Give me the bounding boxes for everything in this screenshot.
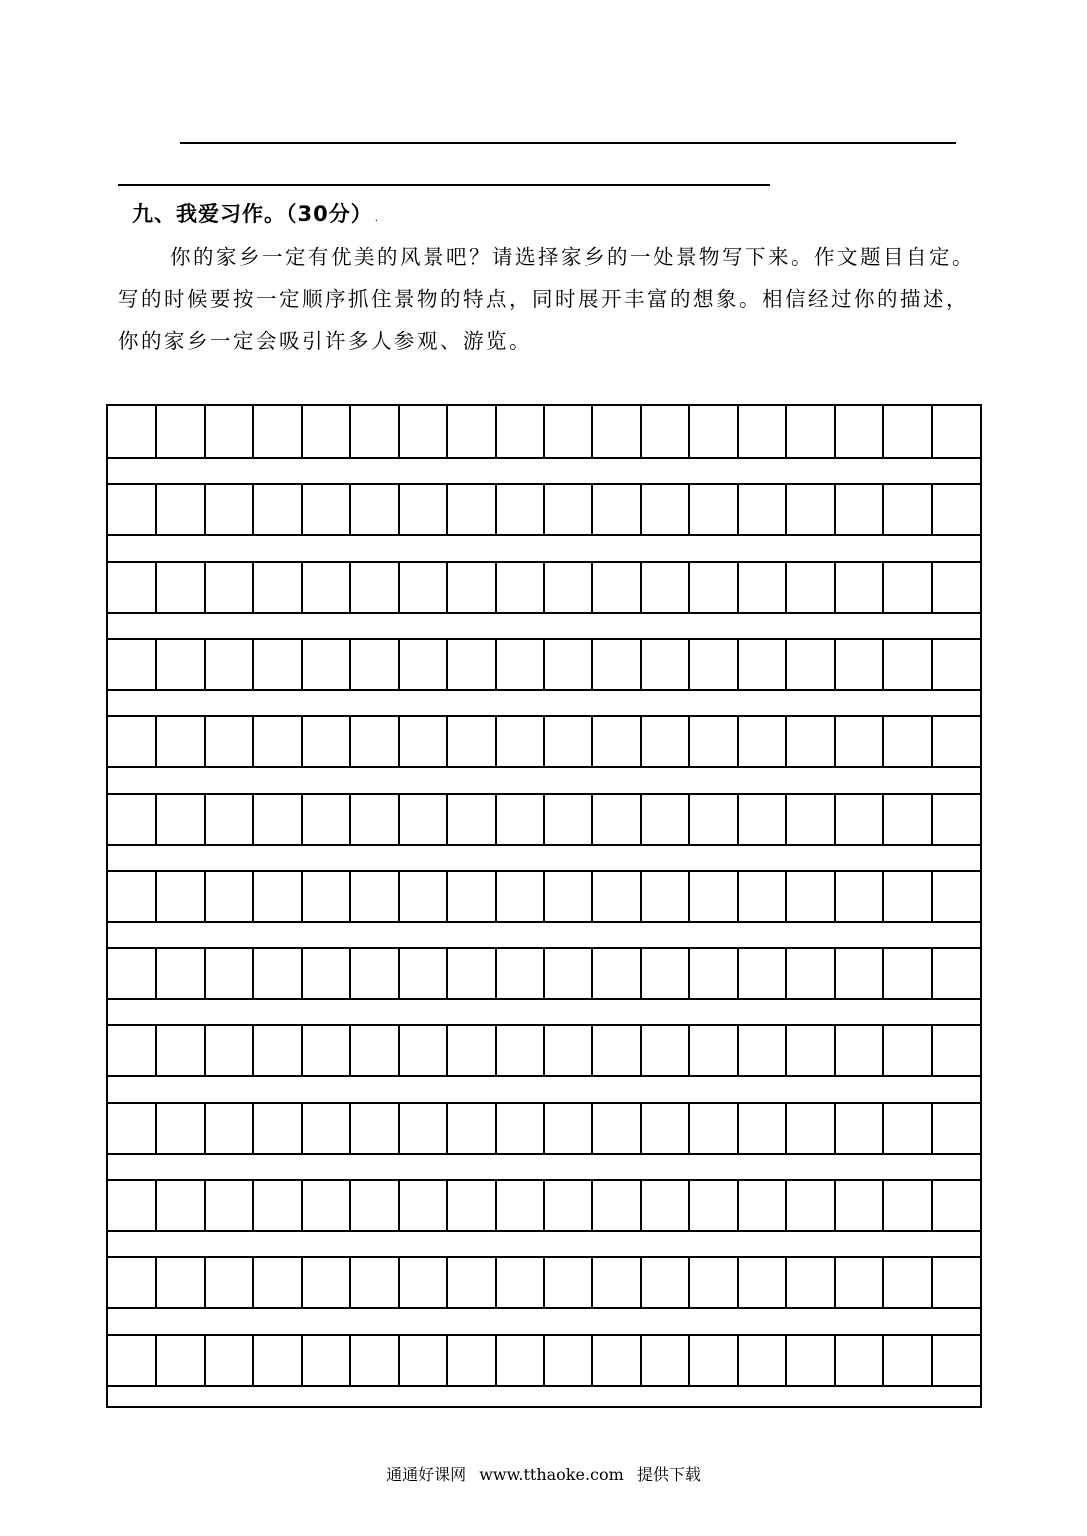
grid-cell-divider — [834, 1181, 836, 1230]
grid-cell-divider — [349, 563, 351, 612]
grid-cell-divider — [640, 485, 642, 534]
grid-cell-divider — [785, 795, 787, 844]
heading-dot: . — [374, 213, 379, 224]
grid-cell-divider — [882, 717, 884, 766]
grid-cell-divider — [155, 1258, 157, 1307]
grid-cell-divider — [495, 1181, 497, 1230]
grid-cell-divider — [543, 1336, 545, 1385]
grid-cell-divider — [349, 1258, 351, 1307]
grid-cell-divider — [640, 1336, 642, 1385]
grid-cell-divider — [737, 1258, 739, 1307]
grid-row — [108, 638, 980, 691]
grid-cell-divider — [785, 1181, 787, 1230]
grid-cell-divider — [301, 1336, 303, 1385]
footer-url: www.tthaoke.com — [479, 1465, 624, 1484]
grid-cell-divider — [495, 1026, 497, 1075]
grid-cell-divider — [737, 406, 739, 457]
grid-cell-divider — [495, 949, 497, 998]
grid-cell-divider — [591, 485, 593, 534]
grid-cell-divider — [785, 485, 787, 534]
grid-cell-divider — [204, 949, 206, 998]
grid-cell-divider — [688, 1258, 690, 1307]
grid-cell-divider — [543, 485, 545, 534]
grid-cell-divider — [882, 1181, 884, 1230]
grid-cell-divider — [446, 872, 448, 921]
grid-cell-divider — [834, 1026, 836, 1075]
grid-cell-divider — [204, 1181, 206, 1230]
grid-cell-divider — [931, 406, 933, 457]
grid-cell-divider — [155, 563, 157, 612]
grid-cell-divider — [931, 1104, 933, 1153]
grid-cell-divider — [737, 1336, 739, 1385]
grid-cell-divider — [446, 485, 448, 534]
grid-cell-divider — [931, 1258, 933, 1307]
grid-cell-divider — [446, 406, 448, 457]
grid-cell-divider — [591, 795, 593, 844]
grid-cell-divider — [931, 795, 933, 844]
grid-cell-divider — [204, 563, 206, 612]
grid-cell-divider — [204, 795, 206, 844]
grid-cell-divider — [252, 485, 254, 534]
grid-cell-divider — [398, 1258, 400, 1307]
grid-cell-divider — [495, 1104, 497, 1153]
grid-row — [108, 406, 980, 459]
grid-cell-divider — [640, 795, 642, 844]
footer-suffix: 提供下载 — [636, 1465, 701, 1484]
grid-cell-divider — [688, 485, 690, 534]
grid-cell-divider — [301, 872, 303, 921]
grid-cell-divider — [591, 872, 593, 921]
grid-cell-divider — [737, 872, 739, 921]
grid-cell-divider — [155, 872, 157, 921]
grid-cell-divider — [252, 717, 254, 766]
grid-cell-divider — [882, 563, 884, 612]
grid-cell-divider — [204, 1336, 206, 1385]
grid-cell-divider — [252, 406, 254, 457]
grid-cell-divider — [301, 795, 303, 844]
grid-cell-divider — [785, 872, 787, 921]
grid-cell-divider — [204, 485, 206, 534]
grid-cell-divider — [446, 1258, 448, 1307]
grid-cell-divider — [688, 640, 690, 689]
grid-cell-divider — [349, 640, 351, 689]
grid-cell-divider — [688, 717, 690, 766]
grid-cell-divider — [398, 795, 400, 844]
grid-cell-divider — [591, 640, 593, 689]
grid-cell-divider — [543, 1181, 545, 1230]
grid-cell-divider — [446, 717, 448, 766]
grid-cell-divider — [688, 1026, 690, 1075]
grid-row — [108, 1256, 980, 1309]
grid-cell-divider — [252, 1258, 254, 1307]
grid-cell-divider — [931, 563, 933, 612]
grid-cell-divider — [591, 1104, 593, 1153]
grid-cell-divider — [446, 1336, 448, 1385]
grid-cell-divider — [688, 1104, 690, 1153]
grid-cell-divider — [737, 795, 739, 844]
grid-cell-divider — [834, 795, 836, 844]
grid-cell-divider — [591, 949, 593, 998]
grid-cell-divider — [931, 1336, 933, 1385]
grid-cell-divider — [398, 1104, 400, 1153]
grid-cell-divider — [785, 1336, 787, 1385]
grid-cell-divider — [640, 1258, 642, 1307]
grid-cell-divider — [737, 1026, 739, 1075]
grid-cell-divider — [543, 717, 545, 766]
grid-cell-divider — [301, 563, 303, 612]
grid-cell-divider — [931, 1026, 933, 1075]
grid-cell-divider — [252, 1336, 254, 1385]
grid-cell-divider — [252, 1181, 254, 1230]
grid-row — [108, 1102, 980, 1155]
grid-cell-divider — [349, 406, 351, 457]
grid-cell-divider — [785, 406, 787, 457]
grid-cell-divider — [252, 1026, 254, 1075]
grid-cell-divider — [301, 1181, 303, 1230]
grid-cell-divider — [398, 949, 400, 998]
grid-cell-divider — [543, 406, 545, 457]
grid-cell-divider — [640, 640, 642, 689]
grid-cell-divider — [398, 1336, 400, 1385]
grid-row — [108, 483, 980, 536]
footer-site-name: 通通好课网 — [386, 1465, 467, 1484]
grid-cell-divider — [204, 1026, 206, 1075]
grid-cell-divider — [252, 949, 254, 998]
writing-prompt: 你的家乡一定有优美的风景吧？请选择家乡的一处景物写下来。作文题目自定。写的时候要按一定顺序抓住景物的特点，同时展开丰富的想象。相信经过你的描述，你的家乡一定会吸引许多人参观、游览。 — [118, 245, 975, 353]
grid-cell-divider — [591, 1258, 593, 1307]
grid-cell-divider — [349, 949, 351, 998]
grid-cell-divider — [446, 563, 448, 612]
grid-cell-divider — [495, 485, 497, 534]
grid-cell-divider — [543, 1026, 545, 1075]
grid-cell-divider — [785, 1104, 787, 1153]
grid-cell-divider — [301, 640, 303, 689]
grid-cell-divider — [495, 717, 497, 766]
grid-cell-divider — [543, 640, 545, 689]
grid-cell-divider — [349, 1104, 351, 1153]
grid-cell-divider — [301, 949, 303, 998]
grid-cell-divider — [446, 949, 448, 998]
grid-cell-divider — [349, 717, 351, 766]
grid-cell-divider — [688, 872, 690, 921]
grid-row — [108, 870, 980, 923]
grid-cell-divider — [446, 1104, 448, 1153]
grid-cell-divider — [737, 1104, 739, 1153]
grid-cell-divider — [155, 1336, 157, 1385]
grid-cell-divider — [640, 563, 642, 612]
grid-cell-divider — [591, 563, 593, 612]
grid-cell-divider — [495, 406, 497, 457]
grid-cell-divider — [155, 1026, 157, 1075]
grid-row — [108, 715, 980, 768]
section-heading — [132, 198, 379, 228]
grid-cell-divider — [640, 872, 642, 921]
grid-cell-divider — [155, 1104, 157, 1153]
grid-cell-divider — [882, 485, 884, 534]
grid-cell-divider — [882, 1026, 884, 1075]
grid-row — [108, 1024, 980, 1077]
grid-cell-divider — [252, 872, 254, 921]
grid-cell-divider — [349, 795, 351, 844]
grid-row — [108, 561, 980, 614]
grid-cell-divider — [543, 795, 545, 844]
grid-cell-divider — [252, 563, 254, 612]
grid-cell-divider — [155, 640, 157, 689]
grid-cell-divider — [543, 1258, 545, 1307]
grid-cell-divider — [834, 1104, 836, 1153]
grid-cell-divider — [640, 949, 642, 998]
grid-cell-divider — [301, 485, 303, 534]
grid-cell-divider — [398, 1181, 400, 1230]
grid-cell-divider — [398, 872, 400, 921]
grid-cell-divider — [495, 640, 497, 689]
grid-cell-divider — [688, 1181, 690, 1230]
grid-cell-divider — [204, 717, 206, 766]
answer-line-1[interactable] — [180, 142, 956, 144]
grid-cell-divider — [834, 1258, 836, 1307]
grid-cell-divider — [543, 949, 545, 998]
grid-cell-divider — [398, 485, 400, 534]
grid-cell-divider — [882, 1104, 884, 1153]
grid-cell-divider — [640, 1104, 642, 1153]
section-heading-text: 九、我爱习作。（30分） — [132, 202, 373, 226]
grid-cell-divider — [543, 1104, 545, 1153]
grid-cell-divider — [882, 1336, 884, 1385]
grid-cell-divider — [543, 563, 545, 612]
grid-cell-divider — [688, 795, 690, 844]
grid-cell-divider — [252, 795, 254, 844]
grid-cell-divider — [155, 406, 157, 457]
grid-cell-divider — [785, 949, 787, 998]
grid-cell-divider — [737, 640, 739, 689]
grid-cell-divider — [301, 406, 303, 457]
grid-cell-divider — [349, 1181, 351, 1230]
grid-cell-divider — [204, 1258, 206, 1307]
grid-cell-divider — [155, 949, 157, 998]
grid-cell-divider — [495, 1336, 497, 1385]
grid-row — [108, 947, 980, 1000]
grid-cell-divider — [495, 1258, 497, 1307]
grid-cell-divider — [834, 949, 836, 998]
grid-cell-divider — [834, 406, 836, 457]
grid-cell-divider — [785, 1258, 787, 1307]
grid-cell-divider — [785, 640, 787, 689]
grid-cell-divider — [640, 1026, 642, 1075]
grid-cell-divider — [446, 1026, 448, 1075]
grid-row — [108, 793, 980, 846]
grid-cell-divider — [931, 872, 933, 921]
grid-cell-divider — [446, 1181, 448, 1230]
grid-cell-divider — [495, 563, 497, 612]
grid-cell-divider — [204, 406, 206, 457]
grid-cell-divider — [640, 406, 642, 457]
grid-cell-divider — [398, 717, 400, 766]
grid-cell-divider — [785, 563, 787, 612]
grid-cell-divider — [591, 1336, 593, 1385]
grid-cell-divider — [252, 640, 254, 689]
grid-row — [108, 1179, 980, 1232]
grid-cell-divider — [398, 640, 400, 689]
grid-cell-divider — [591, 1026, 593, 1075]
grid-cell-divider — [688, 1336, 690, 1385]
grid-cell-divider — [931, 640, 933, 689]
grid-cell-divider — [591, 717, 593, 766]
grid-cell-divider — [834, 872, 836, 921]
grid-cell-divider — [931, 1181, 933, 1230]
grid-cell-divider — [640, 717, 642, 766]
grid-cell-divider — [931, 949, 933, 998]
grid-cell-divider — [398, 406, 400, 457]
grid-cell-divider — [931, 717, 933, 766]
grid-cell-divider — [204, 872, 206, 921]
grid-cell-divider — [155, 1181, 157, 1230]
grid-cell-divider — [882, 1258, 884, 1307]
grid-cell-divider — [155, 717, 157, 766]
writing-grid[interactable] — [106, 404, 982, 1408]
grid-cell-divider — [204, 640, 206, 689]
grid-cell-divider — [398, 1026, 400, 1075]
grid-cell-divider — [301, 1104, 303, 1153]
grid-cell-divider — [834, 1336, 836, 1385]
grid-cell-divider — [834, 563, 836, 612]
grid-cell-divider — [688, 949, 690, 998]
grid-cell-divider — [155, 795, 157, 844]
grid-cell-divider — [495, 872, 497, 921]
grid-cell-divider — [882, 872, 884, 921]
grid-cell-divider — [349, 872, 351, 921]
grid-cell-divider — [737, 717, 739, 766]
grid-cell-divider — [301, 1258, 303, 1307]
grid-cell-divider — [785, 717, 787, 766]
grid-cell-divider — [301, 717, 303, 766]
grid-cell-divider — [737, 1181, 739, 1230]
grid-cell-divider — [155, 485, 157, 534]
grid-cell-divider — [785, 1026, 787, 1075]
grid-cell-divider — [882, 795, 884, 844]
answer-line-2[interactable] — [118, 184, 770, 186]
grid-cell-divider — [349, 485, 351, 534]
grid-cell-divider — [495, 795, 497, 844]
grid-cell-divider — [591, 1181, 593, 1230]
grid-cell-divider — [446, 795, 448, 844]
grid-cell-divider — [543, 872, 545, 921]
grid-cell-divider — [398, 563, 400, 612]
grid-cell-divider — [737, 949, 739, 998]
grid-cell-divider — [349, 1026, 351, 1075]
grid-cell-divider — [446, 640, 448, 689]
grid-cell-divider — [834, 485, 836, 534]
grid-cell-divider — [688, 563, 690, 612]
grid-cell-divider — [882, 949, 884, 998]
grid-cell-divider — [252, 1104, 254, 1153]
grid-cell-divider — [834, 717, 836, 766]
grid-cell-divider — [301, 1026, 303, 1075]
grid-cell-divider — [640, 1181, 642, 1230]
grid-row — [108, 1334, 980, 1387]
grid-cell-divider — [737, 563, 739, 612]
grid-cell-divider — [349, 1336, 351, 1385]
grid-cell-divider — [931, 485, 933, 534]
grid-cell-divider — [834, 640, 836, 689]
footer — [0, 1462, 1087, 1485]
grid-cell-divider — [688, 406, 690, 457]
grid-cell-divider — [882, 640, 884, 689]
grid-cell-divider — [882, 406, 884, 457]
grid-cell-divider — [204, 1104, 206, 1153]
grid-cell-divider — [591, 406, 593, 457]
grid-cell-divider — [737, 485, 739, 534]
